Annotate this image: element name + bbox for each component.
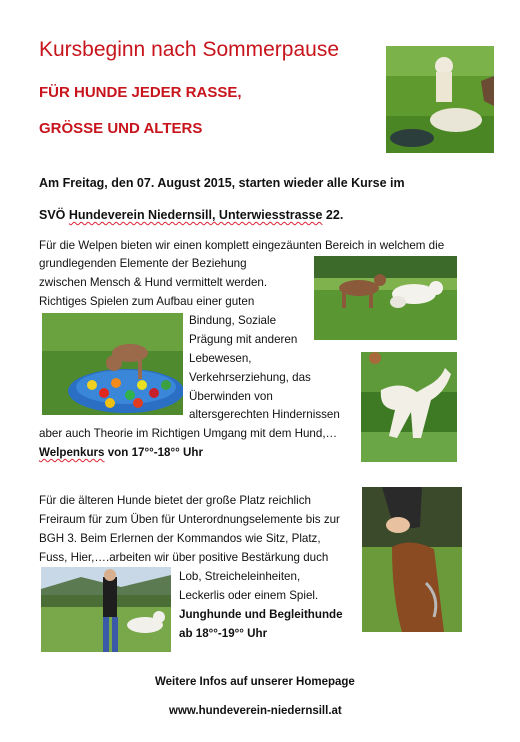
adult-text-line: Für die älteren Hunde bietet der große Platz reichlich [39, 494, 311, 507]
puppy-ball-pool-photo [42, 313, 183, 415]
adult-text-line: Freiraum für zum Üben für Unterordnungselemente bis zur [39, 513, 340, 526]
adult-course-line-1: Junghunde und Begleithunde [179, 608, 343, 621]
puppy-text-line: Für die Welpen bieten wir einen komplett eingezäunten Bereich in welchem die [39, 239, 445, 252]
puppy-text-line: grundlegenden Elemente der Beziehung [39, 257, 247, 270]
adult-text-line: BGH 3. Beim Erlernen der Kommandos wie Sitz, Platz, [39, 532, 321, 545]
subtitle-line-1: FÜR HUNDE JEDER RASSE, [39, 84, 242, 101]
puppy-course-time [39, 444, 203, 463]
dog-jumping-photo [361, 352, 457, 462]
adult-course-line-2: ab 18°°-19°° Uhr [179, 627, 268, 640]
puppy-text-line: Richtiges Spielen zum Aufbau einer guten [39, 295, 255, 308]
adult-text-line: Fuss, Hier,….arbeiten wir über positive Bestärkung duch [39, 551, 329, 564]
page-title: Kursbeginn nach Sommerpause [39, 38, 340, 61]
horse-dog-photo [362, 487, 462, 632]
intro-prefix: SVÖ [39, 208, 69, 222]
intro-line-1: Am Freitag, den 07. August 2015, starten wieder alle Kurse im [39, 176, 405, 190]
adult-text-line: Leckerlis oder einem Spiel. [179, 589, 319, 602]
intro-house-number: 22. [322, 208, 344, 222]
dog-walking-photo [41, 567, 171, 652]
footer-url[interactable]: www.hundeverein-niedernsill.at [169, 705, 342, 717]
puppy-text-line: Bindung, Soziale [189, 314, 277, 327]
puppy-text-line: Prägung mit anderen [189, 333, 298, 346]
puppy-text-line: Überwinden von [189, 390, 273, 403]
puppy-course-hours: von 17°°-18°° Uhr [104, 446, 203, 459]
puppy-course-label: Welpenkurs [39, 446, 105, 459]
adult-text-line: Lob, Streicheleinheiten, [179, 570, 301, 583]
dogs-playing-photo [314, 256, 457, 340]
footer-info: Weitere Infos auf unserer Homepage [155, 676, 355, 688]
intro-line-2 [39, 208, 343, 222]
dogs-on-grass-photo [386, 46, 494, 153]
puppy-text-line: aber auch Theorie im Richtigen Umgang mit dem Hund,… [39, 427, 338, 440]
puppy-text-line: Verkehrserziehung, das [189, 371, 311, 384]
puppy-text-line: altersgerechten Hindernissen [189, 408, 340, 421]
puppy-text-line: Lebewesen, [189, 352, 252, 365]
subtitle-line-2: GRÖSSE UND ALTERS [39, 120, 203, 137]
puppy-text-line: zwischen Mensch & Hund vermittelt werden. [39, 276, 268, 289]
club-address: Hundeverein Niedernsill, Unterwiesstrasse [68, 208, 323, 222]
